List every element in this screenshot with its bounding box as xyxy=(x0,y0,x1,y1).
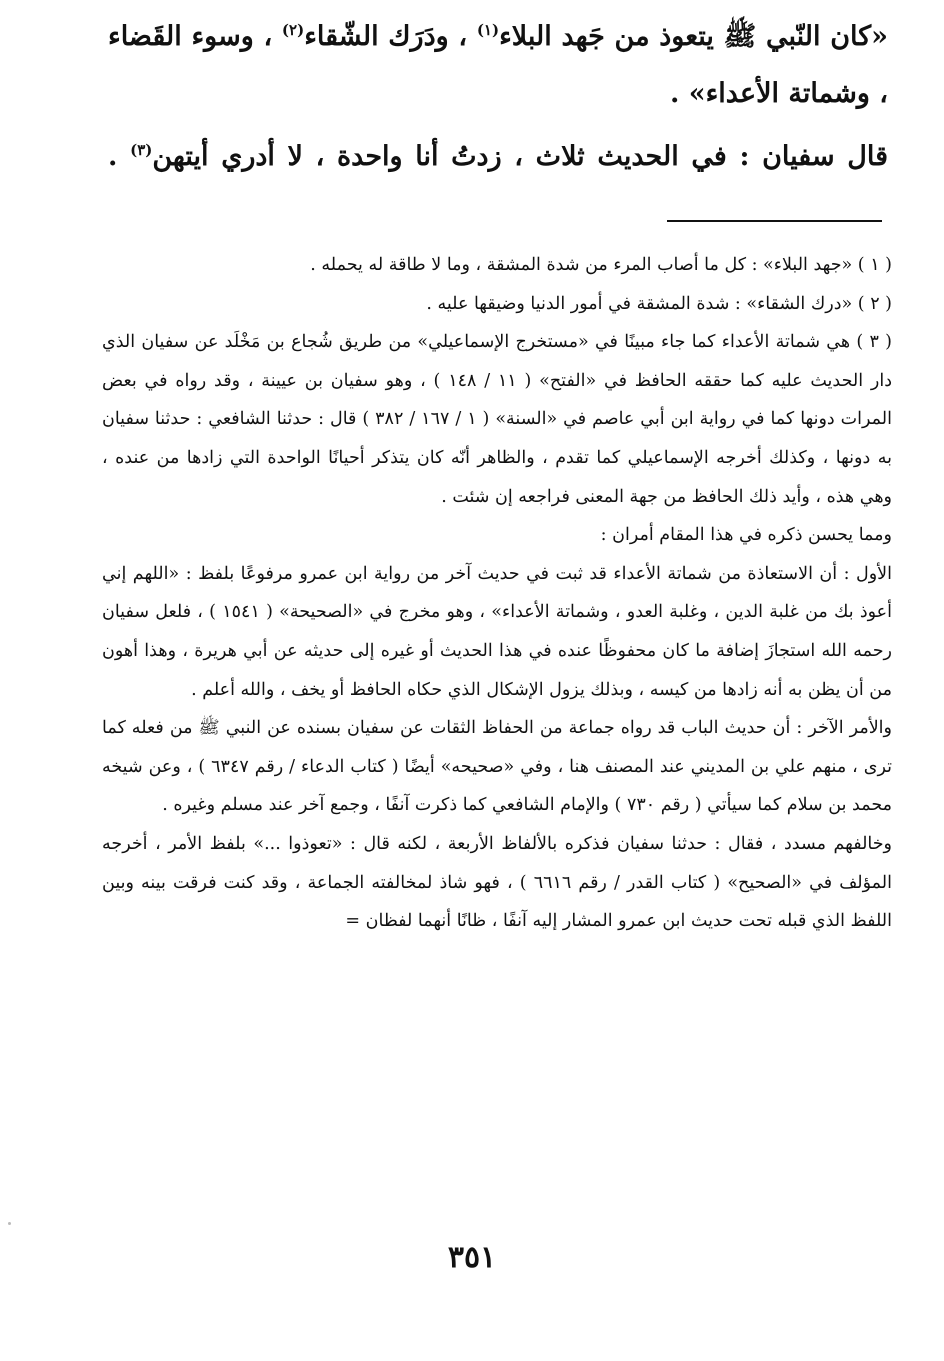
footnote-ref-2: (٢) xyxy=(281,21,305,39)
footnotes xyxy=(102,246,892,941)
hadith-part-2: ، ودَرَك الشّقاء xyxy=(304,21,477,52)
hadith-text xyxy=(108,8,888,122)
footnote-ref-3: (٣) xyxy=(130,141,153,159)
hadith-part-1: «كان النّبي ﷺ يتعوذ من جَهد البلاء xyxy=(499,21,888,52)
page-number: ٣٥١ xyxy=(447,1240,497,1275)
footnote-3: ( ٣ ) هي شماتة الأعداء كما جاء مبينًا في «مستخرج الإسماعيلي» من طريق شُجاع بن مَخْلَد عن سفيان الذي دار الحديث عليه كما حققه الحافظ في «الفتح» ( ١١ / ١٤٨ ) ، وهو سفيان بن عيينة ، وقد رواه في بعض المرات دونها كما في رواية ابن أبي عاصم في «السنة» ( ١ / ١٦٧ / ٣٨٢ ) قال : حدثنا الشافعي : حدثنا سفيان به دونها ، وكذلك أخرجه الإسماعيلي كما تقدم ، والظاهر أنّه كان يتذكر أحيانًا الواحدة التي زادها من عنده ، وهي هذه ، وأيد ذلك الحافظ من جهة المعنى فراجعه إن شئت . xyxy=(102,332,893,507)
sufyan-end: . xyxy=(108,141,131,172)
footnote-2: ( ٢ ) «درك الشقاء» : شدة المشقة في أمور الدنيا وضيقها عليه . xyxy=(426,293,892,314)
sufyan-statement xyxy=(108,128,888,242)
hadith-part-3: ، وسوء القَضاء ، وشماتة الأعداء» . xyxy=(108,21,888,109)
two-matters-intro: ومما يحسن ذكره في هذا المقام أمران : xyxy=(600,525,892,546)
footnote-1: ( ١ ) «جهد البلاء» : كل ما أصاب المرء من شدة المشقة ، وما لا طاقة له يحمله . xyxy=(310,255,892,275)
second-matter: والأمر الآخر : أن حديث الباب قد رواه جماعة من الحفاظ الثقات عن سفيان بسنده عن النبي ﷺ من فعله كما ترى ، منهم علي بن المديني عند المصنف هنا ، وفي «صحيحه» أيضًا ( كتاب الدعاء / رقم ٦٣٤٧ ) ، وعن شيخه محمد بن سلام كما سيأتي ( رقم ٧٣٠ ) والإمام الشافعي كما ذكرت آنفًا ، وجمع آخر عند مسلم وغيره . xyxy=(102,718,892,816)
margin-speck xyxy=(8,1222,11,1225)
hadith-block xyxy=(108,8,888,242)
sufyan-text: قال سفيان : في الحديث ثلاث ، زدتُ أنا واحدة ، لا أدري أيتهن xyxy=(152,141,888,172)
footnote-separator xyxy=(667,220,882,222)
footnote-ref-1: (١) xyxy=(476,21,500,39)
first-matter: الأول : أن الاستعاذة من شماتة الأعداء قد ثبت في حديث آخر من رواية ابن عمرو مرفوعًا بلفظ : «اللهم إني أعوذ بك من غلبة الدين ، وغلبة العدو ، وشماتة الأعداء» ، وهو مخرج في «الصحيحة» ( ١٥٤١ ) ، فلعل سفيان رحمه الله استجازَ إضافة ما كان محفوظًا عنده في هذا الحديث أو غيره إلى حديثه عن أبي هريرة ، وهذا أهون من أن يظن به أنه زادها من كيسه ، وبذلك يزول الإشكال الذي حكاه الحافظ أو يخف ، والله أعلم . xyxy=(102,563,892,700)
musaddad-paragraph: وخالفهم مسدد ، فقال : حدثنا سفيان فذكره بالألفاظ الأربعة ، لكنه قال : «تعوذوا ...» بلفظ الأمر ، أخرجه المؤلف في «الصحيح» ( كتاب القدر / رقم ٦٦١٦ ) ، فهو شاذ لمخالفته الجماعة ، وقد كنت فرقت بينه وبين اللفظ الذي قبله تحت حديث ابن عمرو المشار إليه آنفًا ، ظانًا أنهما لفظان = xyxy=(102,833,892,932)
